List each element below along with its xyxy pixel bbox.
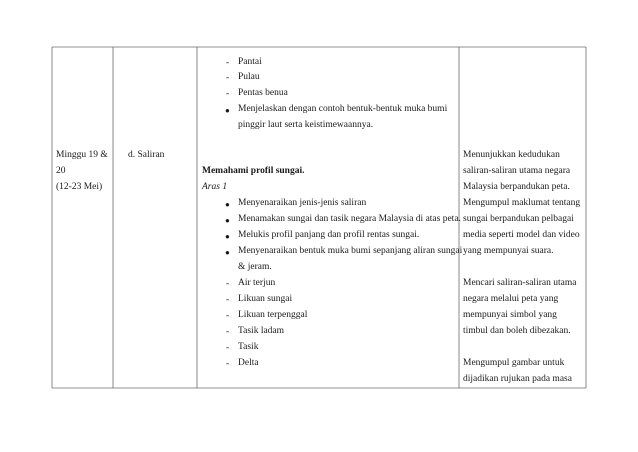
list-item: Menyenaraikan jenis-jenis saliran [238, 198, 367, 208]
topic-title: d. Saliran [128, 150, 165, 160]
activity-text: Malaysia berpandukan peta. [463, 182, 570, 192]
section-heading: Memahami profil sungai. [202, 166, 305, 176]
activity-text: Mengumpul maklumat tentang [463, 198, 581, 208]
bullet-icon: ● [225, 200, 230, 209]
list-item-continuation: & jeram. [238, 262, 272, 272]
list-item: Menyenaraikan bentuk muka bumi sepanjang aliran sungai [238, 246, 463, 256]
list-item: Tasik [238, 342, 259, 352]
dash-marker: - [226, 89, 230, 99]
activity-text: timbul dan boleh dibezakan. [463, 326, 571, 336]
list-item: Delta [238, 358, 259, 368]
dash-marker: - [226, 58, 230, 68]
activity-text: media seperti model dan video [463, 230, 580, 240]
dash-marker: - [226, 311, 230, 321]
dash-marker: - [226, 343, 230, 353]
list-item: Melukis profil panjang dan profil rentas sungai. [238, 230, 420, 240]
bullet-icon: ● [225, 216, 230, 225]
list-item-continuation: pinggir laut serta keistimewaannya. [238, 120, 374, 130]
list-item: Menjelaskan dengan contoh bentuk-bentuk muka bumi [238, 104, 448, 114]
dash-marker: - [226, 73, 230, 83]
bullet-icon: ● [225, 248, 230, 257]
activity-text: Mengumpul gambar untuk [463, 358, 565, 368]
activity-text: dijadikan rujukan pada masa [463, 374, 572, 384]
week-label: Minggu 19 & [56, 150, 108, 160]
dash-marker: - [226, 279, 230, 289]
dash-marker: - [226, 327, 230, 337]
week-dates: (12-23 Mei) [56, 182, 103, 192]
activity-text: Mencari saliran-saliran utama [463, 278, 577, 288]
list-item: Menamakan sungai dan tasik negara Malaysia di atas peta. [238, 214, 461, 224]
activity-text: negara melalui peta yang [463, 294, 559, 304]
week-number: 20 [56, 166, 66, 176]
list-item: Pentas benua [238, 88, 288, 98]
bullet-icon: ● [225, 232, 230, 241]
activity-text: mempunyai simbol yang [463, 310, 557, 320]
list-item: Pulau [238, 72, 260, 82]
activity-text: yang mempunyai suara. [463, 246, 554, 256]
bullet-icon: ● [225, 106, 230, 115]
level-label: Aras 1 [202, 182, 228, 192]
list-item: Likuan sungai [238, 294, 293, 304]
dash-marker: - [226, 359, 230, 369]
activity-text: saliran-saliran utama negara [463, 166, 571, 176]
activity-text: Menunjukkan kedudukan [463, 150, 560, 160]
list-item: Likuan terpenggal [238, 310, 308, 320]
activity-text: sungai berpandukan pelbagai [463, 214, 574, 224]
list-item: Tasik ladam [238, 326, 285, 336]
list-item: Air terjun [238, 278, 276, 288]
dash-marker: - [226, 295, 230, 305]
list-item: Pantai [238, 57, 262, 67]
